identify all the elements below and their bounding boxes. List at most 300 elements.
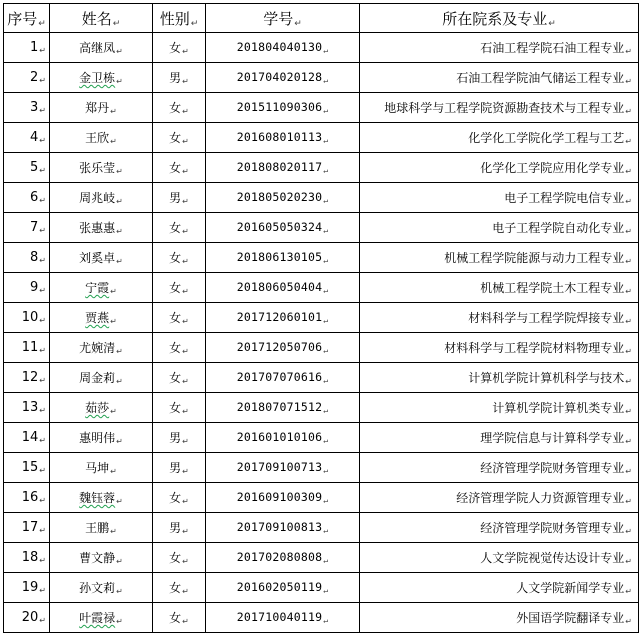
row-gender-cell [153, 513, 206, 543]
row-index: 7 [30, 220, 39, 235]
row-major-cell [360, 423, 639, 453]
row-index-cell [4, 183, 50, 213]
row-name-cell [50, 513, 153, 543]
row-index-cell [4, 423, 50, 453]
row-student-id-cell [206, 573, 360, 603]
paragraph-mark-icon: ↵ [625, 167, 632, 176]
row-student-id-cell [206, 63, 360, 93]
paragraph-mark-icon: ↵ [39, 256, 46, 265]
row-gender-cell [153, 273, 206, 303]
row-name: 曹文静 [79, 551, 116, 565]
paragraph-mark-icon: ↵ [39, 226, 46, 235]
row-index-cell [4, 33, 50, 63]
paragraph-mark-icon: ↵ [39, 166, 46, 175]
row-name-cell [50, 453, 153, 483]
row-index-cell [4, 93, 50, 123]
paragraph-mark-icon: ↵ [190, 18, 199, 29]
paragraph-mark-icon: ↵ [625, 377, 632, 386]
row-gender-cell [153, 543, 206, 573]
row-name: 郑丹 [85, 101, 110, 115]
paragraph-mark-icon: ↵ [182, 47, 189, 56]
row-gender-cell [153, 453, 206, 483]
paragraph-mark-icon: ↵ [38, 18, 46, 29]
paragraph-mark-icon: ↵ [182, 437, 189, 446]
paragraph-mark-icon: ↵ [182, 587, 189, 596]
row-major-cell [360, 93, 639, 123]
row-gender: 男 [169, 71, 182, 85]
paragraph-mark-icon: ↵ [625, 137, 632, 146]
row-student-id-cell [206, 153, 360, 183]
row-index-cell [4, 363, 50, 393]
row-name: 茹莎 [85, 401, 110, 415]
paragraph-mark-icon: ↵ [182, 557, 189, 566]
row-student-id: 201804040130 [236, 40, 323, 54]
paragraph-mark-icon: ↵ [39, 586, 46, 595]
paragraph-mark-icon: ↵ [39, 526, 46, 535]
row-student-id: 201807071512 [236, 400, 323, 414]
paragraph-mark-icon: ↵ [625, 287, 632, 296]
row-index-cell [4, 333, 50, 363]
paragraph-mark-icon: ↵ [625, 617, 632, 626]
table-row [4, 393, 639, 423]
row-name: 贾燕 [85, 311, 110, 325]
paragraph-mark-icon: ↵ [116, 77, 123, 86]
paragraph-mark-icon: ↵ [110, 317, 117, 326]
paragraph-mark-icon: ↵ [323, 76, 329, 85]
paragraph-mark-icon: ↵ [182, 257, 189, 266]
header-student-id: 学号↵ [206, 4, 360, 33]
paragraph-mark-icon: ↵ [625, 107, 632, 116]
row-student-id: 201709100813 [236, 520, 323, 534]
row-student-id: 201710040119 [236, 610, 323, 624]
row-name: 王欣 [85, 131, 110, 145]
paragraph-mark-icon: ↵ [625, 437, 632, 446]
row-gender: 女 [169, 551, 182, 565]
row-name: 高继凤 [79, 41, 116, 55]
row-name: 孙文莉 [79, 581, 116, 595]
row-name-cell [50, 63, 153, 93]
row-major-cell [360, 303, 639, 333]
table-row [4, 93, 639, 123]
row-index: 10 [21, 310, 39, 325]
row-student-id-cell [206, 543, 360, 573]
table-header-row [4, 4, 639, 33]
row-major-cell [360, 363, 639, 393]
row-gender-cell [153, 33, 206, 63]
row-name-cell [50, 33, 153, 63]
row-major-cell [360, 453, 639, 483]
row-index-cell [4, 123, 50, 153]
paragraph-mark-icon: ↵ [323, 166, 329, 175]
paragraph-mark-icon: ↵ [625, 317, 632, 326]
paragraph-mark-icon: ↵ [323, 616, 329, 625]
row-student-id: 201707070616 [236, 370, 323, 384]
paragraph-mark-icon: ↵ [182, 617, 189, 626]
row-student-id-cell [206, 423, 360, 453]
paragraph-mark-icon: ↵ [110, 407, 117, 416]
row-student-id-cell [206, 273, 360, 303]
paragraph-mark-icon: ↵ [182, 167, 189, 176]
row-name-cell [50, 393, 153, 423]
table-row [4, 603, 639, 633]
row-index: 6 [30, 190, 39, 205]
paragraph-mark-icon: ↵ [625, 197, 632, 206]
paragraph-mark-icon: ↵ [323, 556, 329, 565]
paragraph-mark-icon: ↵ [182, 137, 189, 146]
row-name-cell [50, 333, 153, 363]
paragraph-mark-icon: ↵ [323, 496, 329, 505]
paragraph-mark-icon: ↵ [323, 286, 329, 295]
header-gender: 性别↵ [153, 4, 206, 33]
paragraph-mark-icon: ↵ [116, 587, 123, 596]
paragraph-mark-icon: ↵ [39, 376, 46, 385]
row-major-cell [360, 573, 639, 603]
row-major-cell [360, 543, 639, 573]
row-major-cell [360, 603, 639, 633]
paragraph-mark-icon: ↵ [110, 137, 117, 146]
row-student-id-cell [206, 603, 360, 633]
row-student-id: 201608010113 [236, 130, 323, 144]
paragraph-mark-icon: ↵ [116, 617, 123, 626]
row-gender-cell [153, 213, 206, 243]
row-gender: 女 [169, 581, 182, 595]
paragraph-mark-icon: ↵ [182, 377, 189, 386]
row-student-id-cell [206, 393, 360, 423]
row-student-id: 201609100309 [236, 490, 323, 504]
paragraph-mark-icon: ↵ [110, 107, 117, 116]
paragraph-mark-icon: ↵ [39, 46, 46, 55]
row-major: 石油工程学院油气储运工程专业 [456, 71, 625, 85]
row-index-cell [4, 513, 50, 543]
paragraph-mark-icon: ↵ [323, 316, 329, 325]
row-name: 马坤 [85, 461, 110, 475]
row-student-id-cell [206, 93, 360, 123]
row-major: 理学院信息与计算科学专业 [480, 431, 625, 445]
paragraph-mark-icon: ↵ [110, 467, 117, 476]
row-gender-cell [153, 243, 206, 273]
row-student-id-cell [206, 213, 360, 243]
row-major-cell [360, 183, 639, 213]
row-index: 20 [21, 610, 39, 625]
paragraph-mark-icon: ↵ [625, 527, 632, 536]
row-index: 5 [30, 160, 39, 175]
paragraph-mark-icon: ↵ [39, 556, 46, 565]
paragraph-mark-icon: ↵ [39, 466, 46, 475]
row-gender-cell [153, 63, 206, 93]
table-row [4, 363, 639, 393]
table-row [4, 303, 639, 333]
paragraph-mark-icon: ↵ [39, 436, 46, 445]
row-student-id-cell [206, 453, 360, 483]
row-gender: 男 [169, 521, 182, 535]
paragraph-mark-icon: ↵ [625, 227, 632, 236]
row-gender-cell [153, 423, 206, 453]
row-index: 13 [21, 400, 39, 415]
row-major-cell [360, 63, 639, 93]
row-name: 张惠惠 [79, 221, 116, 235]
table-row [4, 183, 639, 213]
row-major-cell [360, 213, 639, 243]
row-name: 张乐莹 [79, 161, 116, 175]
row-index: 19 [21, 580, 39, 595]
row-index-cell [4, 453, 50, 483]
paragraph-mark-icon: ↵ [116, 497, 123, 506]
row-student-id: 201601010106 [236, 430, 323, 444]
row-index: 15 [21, 460, 39, 475]
row-name-cell [50, 123, 153, 153]
row-index-cell [4, 483, 50, 513]
row-major-cell [360, 393, 639, 423]
paragraph-mark-icon: ↵ [116, 227, 123, 236]
row-student-id: 201704020128 [236, 70, 323, 84]
paragraph-mark-icon: ↵ [323, 466, 329, 475]
row-student-id: 201806050404 [236, 280, 323, 294]
table-row [4, 423, 639, 453]
row-name-cell [50, 423, 153, 453]
paragraph-mark-icon: ↵ [39, 76, 46, 85]
row-gender: 女 [169, 41, 182, 55]
row-gender: 女 [169, 221, 182, 235]
table-row [4, 123, 639, 153]
row-major: 材料科学与工程学院材料物理专业 [444, 341, 625, 355]
paragraph-mark-icon: ↵ [116, 557, 123, 566]
row-gender: 女 [169, 311, 182, 325]
row-major: 计算机学院计算机科学与技术 [468, 371, 625, 385]
paragraph-mark-icon: ↵ [39, 286, 46, 295]
paragraph-mark-icon: ↵ [182, 527, 189, 536]
paragraph-mark-icon: ↵ [625, 497, 632, 506]
row-index-cell [4, 153, 50, 183]
row-gender: 女 [169, 131, 182, 145]
paragraph-mark-icon: ↵ [39, 406, 46, 415]
row-student-id-cell [206, 363, 360, 393]
paragraph-mark-icon: ↵ [116, 47, 123, 56]
paragraph-mark-icon: ↵ [625, 557, 632, 566]
row-name: 周金莉 [79, 371, 116, 385]
paragraph-mark-icon: ↵ [182, 467, 189, 476]
row-index: 16 [21, 490, 39, 505]
row-student-id: 201712060101 [236, 310, 323, 324]
row-index: 9 [30, 280, 39, 295]
row-major-cell [360, 243, 639, 273]
paragraph-mark-icon: ↵ [116, 347, 123, 356]
paragraph-mark-icon: ↵ [182, 107, 189, 116]
table-row [4, 453, 639, 483]
row-major-cell [360, 33, 639, 63]
row-student-id-cell [206, 183, 360, 213]
row-name: 魏钰蓉 [79, 491, 116, 505]
row-name-cell [50, 93, 153, 123]
row-name: 刘奚卓 [79, 251, 116, 265]
table-row [4, 33, 639, 63]
row-index: 2 [30, 70, 39, 85]
row-student-id-cell [206, 243, 360, 273]
paragraph-mark-icon: ↵ [116, 257, 123, 266]
row-gender: 女 [169, 611, 182, 625]
row-index-cell [4, 603, 50, 633]
row-student-id: 201712050706 [236, 340, 323, 354]
paragraph-mark-icon: ↵ [323, 436, 329, 445]
paragraph-mark-icon: ↵ [110, 287, 117, 296]
paragraph-mark-icon: ↵ [182, 287, 189, 296]
row-index-cell [4, 393, 50, 423]
row-gender: 女 [169, 161, 182, 175]
paragraph-mark-icon: ↵ [323, 346, 329, 355]
paragraph-mark-icon: ↵ [182, 77, 189, 86]
paragraph-mark-icon: ↵ [116, 197, 123, 206]
row-student-id-cell [206, 483, 360, 513]
row-name: 周兆岐 [79, 191, 116, 205]
row-index: 17 [21, 520, 39, 535]
row-major: 电子工程学院自动化专业 [492, 221, 625, 235]
row-gender: 女 [169, 491, 182, 505]
row-index-cell [4, 573, 50, 603]
row-gender-cell [153, 573, 206, 603]
row-gender-cell [153, 183, 206, 213]
row-student-id: 201805020230 [236, 190, 323, 204]
row-student-id-cell [206, 33, 360, 63]
row-name-cell [50, 213, 153, 243]
paragraph-mark-icon: ↵ [323, 136, 329, 145]
paragraph-mark-icon: ↵ [625, 587, 632, 596]
table-body [4, 33, 639, 633]
paragraph-mark-icon: ↵ [182, 197, 189, 206]
paragraph-mark-icon: ↵ [323, 376, 329, 385]
row-major: 化学化工学院化学工程与工艺 [468, 131, 625, 145]
row-gender-cell [153, 483, 206, 513]
paragraph-mark-icon: ↵ [323, 196, 329, 205]
row-name-cell [50, 363, 153, 393]
row-index-cell [4, 303, 50, 333]
row-major-cell [360, 483, 639, 513]
row-major-cell [360, 153, 639, 183]
table-row [4, 213, 639, 243]
row-major: 机械工程学院土木工程专业 [480, 281, 625, 295]
row-gender: 女 [169, 281, 182, 295]
row-gender-cell [153, 303, 206, 333]
row-gender-cell [153, 93, 206, 123]
row-gender: 女 [169, 341, 182, 355]
row-gender-cell [153, 153, 206, 183]
row-index: 3 [30, 100, 39, 115]
paragraph-mark-icon: ↵ [323, 406, 329, 415]
table-row [4, 483, 639, 513]
paragraph-mark-icon: ↵ [182, 317, 189, 326]
row-major: 化学化工学院应用化学专业 [480, 161, 625, 175]
row-name: 金卫栋 [79, 71, 116, 85]
row-major: 石油工程学院石油工程专业 [480, 41, 625, 55]
row-student-id-cell [206, 303, 360, 333]
table-row [4, 573, 639, 603]
row-index: 12 [21, 370, 39, 385]
row-student-id: 201709100713 [236, 460, 323, 474]
paragraph-mark-icon: ↵ [625, 77, 632, 86]
row-index: 14 [21, 430, 39, 445]
row-name-cell [50, 543, 153, 573]
row-name-cell [50, 243, 153, 273]
row-gender: 女 [169, 101, 182, 115]
row-index-cell [4, 543, 50, 573]
row-major: 材料科学与工程学院焊接专业 [468, 311, 625, 325]
paragraph-mark-icon: ↵ [116, 377, 123, 386]
table-row [4, 243, 639, 273]
row-index-cell [4, 213, 50, 243]
paragraph-mark-icon: ↵ [548, 18, 556, 29]
row-student-id: 201602050119 [236, 580, 323, 594]
row-student-id: 201605050324 [236, 220, 323, 234]
paragraph-mark-icon: ↵ [110, 527, 117, 536]
paragraph-mark-icon: ↵ [323, 256, 329, 265]
row-name-cell [50, 483, 153, 513]
paragraph-mark-icon: ↵ [39, 346, 46, 355]
paragraph-mark-icon: ↵ [323, 106, 329, 115]
row-major-cell [360, 513, 639, 543]
row-major-cell [360, 333, 639, 363]
table-row [4, 513, 639, 543]
row-name: 叶霞禄 [79, 611, 116, 625]
row-index-cell [4, 243, 50, 273]
table-row [4, 273, 639, 303]
paragraph-mark-icon: ↵ [182, 347, 189, 356]
table-row [4, 153, 639, 183]
table-row [4, 333, 639, 363]
row-major-cell [360, 123, 639, 153]
row-name-cell [50, 573, 153, 603]
paragraph-mark-icon: ↵ [39, 316, 46, 325]
row-name: 惠明伟 [79, 431, 116, 445]
paragraph-mark-icon: ↵ [323, 46, 329, 55]
row-major: 经济管理学院人力资源管理专业 [456, 491, 625, 505]
row-name-cell [50, 183, 153, 213]
row-gender: 男 [169, 461, 182, 475]
row-index: 4 [30, 130, 39, 145]
row-gender: 男 [169, 191, 182, 205]
paragraph-mark-icon: ↵ [323, 226, 329, 235]
row-gender: 女 [169, 401, 182, 415]
header-name: 姓名↵ [50, 4, 153, 33]
row-gender-cell [153, 363, 206, 393]
row-gender: 男 [169, 431, 182, 445]
row-major: 外国语学院翻译专业 [516, 611, 625, 625]
row-index: 11 [21, 340, 39, 355]
row-index-cell [4, 273, 50, 303]
paragraph-mark-icon: ↵ [625, 407, 632, 416]
paragraph-mark-icon: ↵ [182, 497, 189, 506]
row-major: 经济管理学院财务管理专业 [480, 521, 625, 535]
paragraph-mark-icon: ↵ [625, 257, 632, 266]
paragraph-mark-icon: ↵ [625, 347, 632, 356]
paragraph-mark-icon: ↵ [39, 106, 46, 115]
row-index: 18 [21, 550, 39, 565]
paragraph-mark-icon: ↵ [39, 196, 46, 205]
row-major: 经济管理学院财务管理专业 [480, 461, 625, 475]
row-gender-cell [153, 603, 206, 633]
row-gender: 女 [169, 251, 182, 265]
row-student-id: 201702080808 [236, 550, 323, 564]
row-student-id: 201806130105 [236, 250, 323, 264]
paragraph-mark-icon: ↵ [294, 18, 302, 29]
row-name: 宁霞 [85, 281, 110, 295]
row-index-cell [4, 63, 50, 93]
row-gender-cell [153, 333, 206, 363]
row-name-cell [50, 303, 153, 333]
header-major: 所在院系及专业↵ [360, 4, 639, 33]
row-student-id-cell [206, 123, 360, 153]
row-gender-cell [153, 123, 206, 153]
row-name: 王鹏 [85, 521, 110, 535]
row-gender: 女 [169, 371, 182, 385]
row-student-id: 201511090306 [236, 100, 323, 114]
